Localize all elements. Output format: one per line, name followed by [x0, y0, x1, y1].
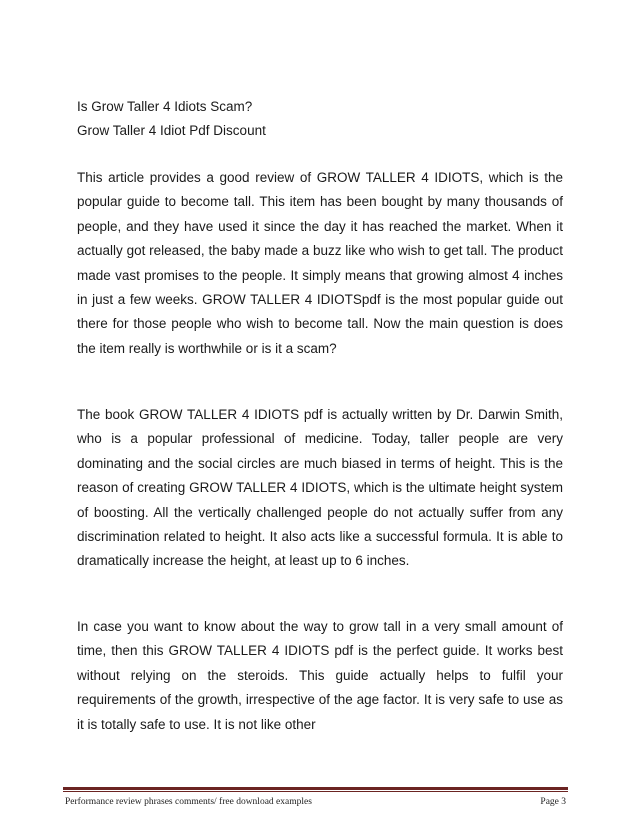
footer-text: Performance review phrases comments/ free download examples — [65, 797, 312, 807]
body-paragraph-2: The book GROW TALLER 4 IDIOTS pdf is actually written by Dr. Darwin Smith, who is a popular professional of medicine. Today, taller people are very dominating and the social circles are much biased in terms of height. This is the reason of creating GROW TALLER 4 IDIOTS, which is the ultimate height system of boosting. All the vertically challenged people do not actually suffer from any discrimination related to height. It also acts like a successful formula. It is able to dramatically increase the height, at least up to 6 inches. — [77, 407, 563, 569]
footer-rule-thin — [63, 791, 568, 792]
footer-rule — [63, 787, 568, 790]
document-subtitle: Grow Taller 4 Idiot Pdf Discount — [77, 123, 266, 138]
document-title: Is Grow Taller 4 Idiots Scam? — [77, 99, 253, 114]
body-paragraph-3: In case you want to know about the way to grow tall in a very small amount of time, then this GROW TALLER 4 IDIOTS pdf is the perfect guide. It works best without relying on the steroids. This guide actually helps to fulfil your requirements of the growth, irrespective of the age factor. It is very safe to use as it is totally safe to use. It is not like other — [77, 619, 563, 732]
page-number: Page 3 — [540, 797, 566, 807]
body-paragraph-1: This article provides a good review of GROW TALLER 4 IDIOTS, which is the popular guide to become tall. This item has been bought by many thousands of people, and they have used it since the day it has reached the market. When it actually got released, the baby made a buzz like who wish to get tall. The product made vast promises to the people. It simply means that growing almost 4 inches in just a few weeks. GROW TALLER 4 IDIOTSpdf is the most popular guide out there for those people who wish to become tall. Now the main question is does the item really is worthwhile or is it a scam? — [77, 170, 563, 356]
